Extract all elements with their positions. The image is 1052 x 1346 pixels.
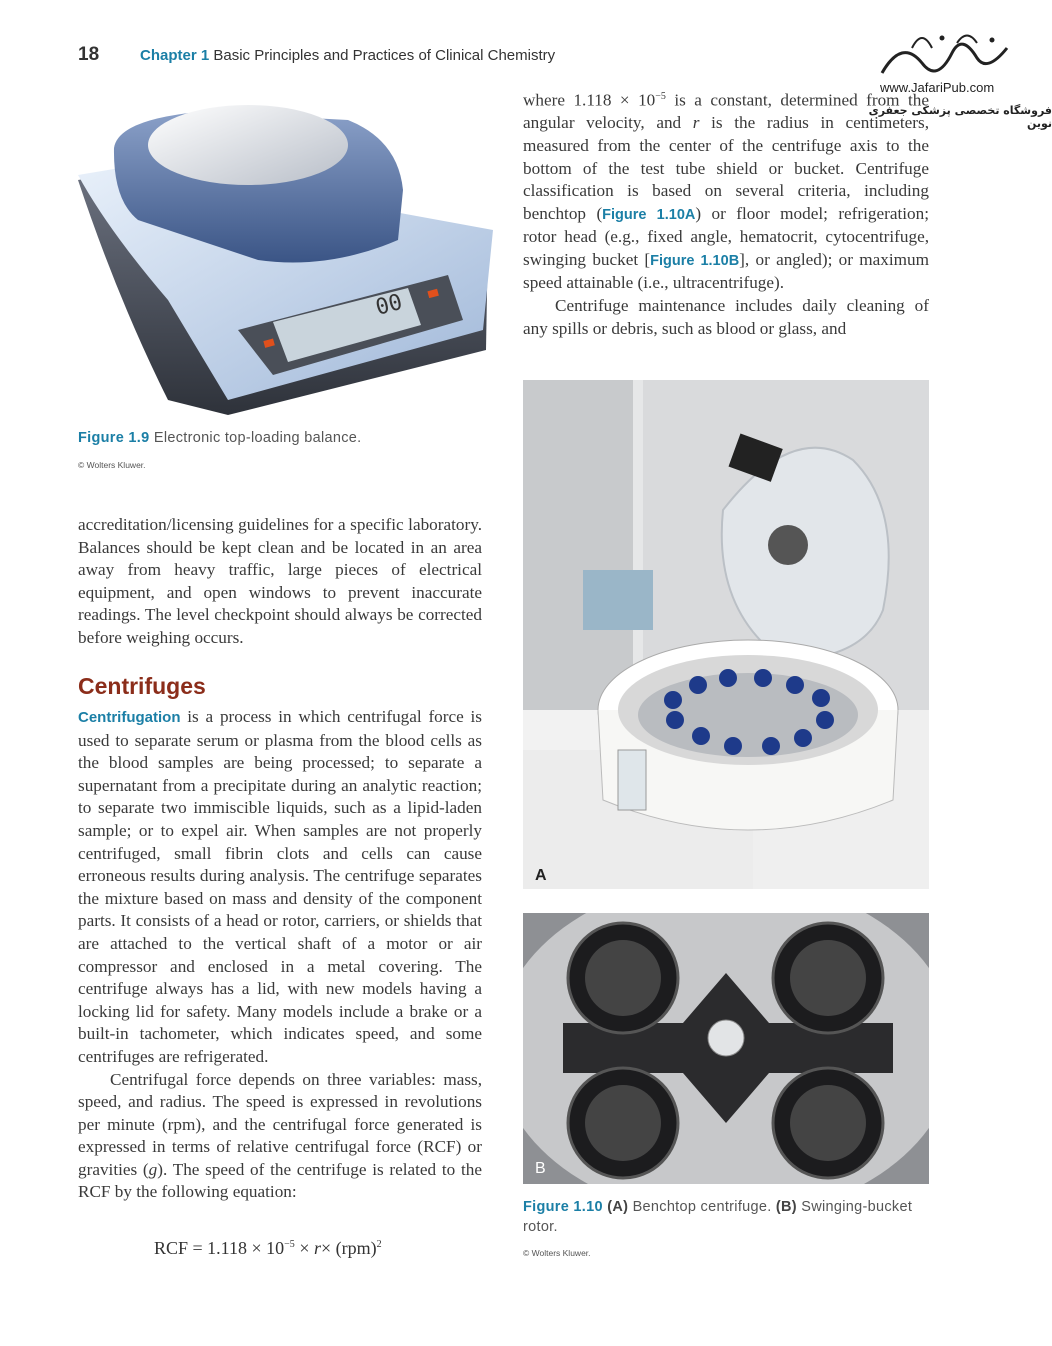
chapter-title: Basic Principles and Practices of Clinical Chemistry — [213, 47, 556, 64]
panel-b-letter: B — [535, 1160, 546, 1177]
right-column-text — [523, 86, 929, 340]
rotor-photo — [523, 913, 929, 1184]
balance-display-reading: 00 — [373, 289, 406, 321]
figure-1-9-credit: © Wolters Kluwer. — [78, 460, 146, 470]
paragraph-centrifugation: Centrifugation is a process in which centrifugal force is used to separate serum or plasma from the blood cells as the blood samples are being processed; to separate a supernatant from a precipitate during an analytic reaction; to separate two immiscible liquids, such as a lipid-laden sample; or to expel air. When samples are not properly centrifuged, small fibrin clots and cells can cause erroneous results during analysis. The centrifuge separates the mixture based on mass and density of the component parts. It consists of a head or rotor, carriers, or shields that are attached to the vertical shaft of a motor or air compressor and enclosed in a metal covering. The centrifuge always has a lid, with new models having a locking lid for safety. Many models include a brake or a built-in tachometer, which indicates speed, and some centrifuges are refrigerated. — [78, 707, 482, 1066]
centrifuge-photo — [523, 380, 929, 889]
paragraph-centrifugal-force: Centrifugal force depends on three variables: mass, speed, and radius. The speed is expressed in revolutions per minute (rpm), and the centrifugal force generated is expressed in terms of relative centrifugal force (RCF) or gravities (g). The speed of the centrifuge is related to the RCF by the following equation: — [78, 1069, 482, 1202]
figure-1-9-caption-text: Electronic top-loading balance. — [153, 430, 362, 446]
page-number: 18 — [78, 44, 100, 65]
balance-illustration — [78, 100, 498, 420]
figure-1-9-caption — [78, 430, 478, 446]
figure-ref-1-10a[interactable]: Figure 1.10A — [602, 206, 696, 223]
running-head — [140, 47, 555, 64]
panel-a-letter: A — [535, 867, 547, 884]
figure-1-10-label: Figure 1.10 — [523, 1199, 603, 1215]
paragraph-balances: accreditation/licensing guidelines for a specific laboratory. Balances should be kept clean and be located in an area away from heavy traffic, large pieces of electrical equipment, and open windows to prevent inaccurate readings. The level checkpoint should always be corrected before weighing occurs. — [78, 515, 482, 647]
paragraph-rcf-explanation: where $1.118 \times 10^{-5}$ is a constant, determined from the angular velocity, and r is the radius in centimeters, measured from the center of the centrifuge axis to the bottom of the test tube shield or bucket. Centrifuge classification is based on several criteria, including benchtop (Figure 1.10A) or floor model; refrigeration; rotor head (e.g., fixed angle, hematocrit, cytocentrifuge, swinging bucket [Figure 1.10B], or angled); or maximum speed attainable (i.e., ultracentrifuge). — [523, 90, 929, 293]
centrifuge-text — [78, 706, 482, 1204]
figure-1-10-credit: © Wolters Kluwer. — [523, 1248, 591, 1258]
left-column-text — [78, 514, 482, 650]
watermark-url: www.JafariPub.com — [880, 80, 995, 95]
term-centrifugation: Centrifugation — [78, 709, 181, 726]
figure-1-10-caption: Figure 1.10 (A) Benchtop centrifuge. (B) Swinging-bucket rotor. — [523, 1199, 913, 1235]
figure-1-9-label: Figure 1.9 — [78, 430, 150, 446]
chapter-label: Chapter 1 — [140, 47, 210, 64]
figure-ref-1-10b[interactable]: Figure 1.10B — [650, 252, 740, 269]
watermark-store-name: فروشگاه تخصصی پزشکی جعفری نوین — [868, 104, 1052, 130]
section-heading-centrifuges: Centrifuges — [78, 673, 206, 699]
rcf-equation: RCF = $1.118 \times 10^{-5} \times r\times (rpm)^2$ — [154, 1238, 382, 1258]
paragraph-maintenance: Centrifuge maintenance includes daily cleaning of any spills or debris, such as blood or glass, and — [523, 296, 929, 338]
